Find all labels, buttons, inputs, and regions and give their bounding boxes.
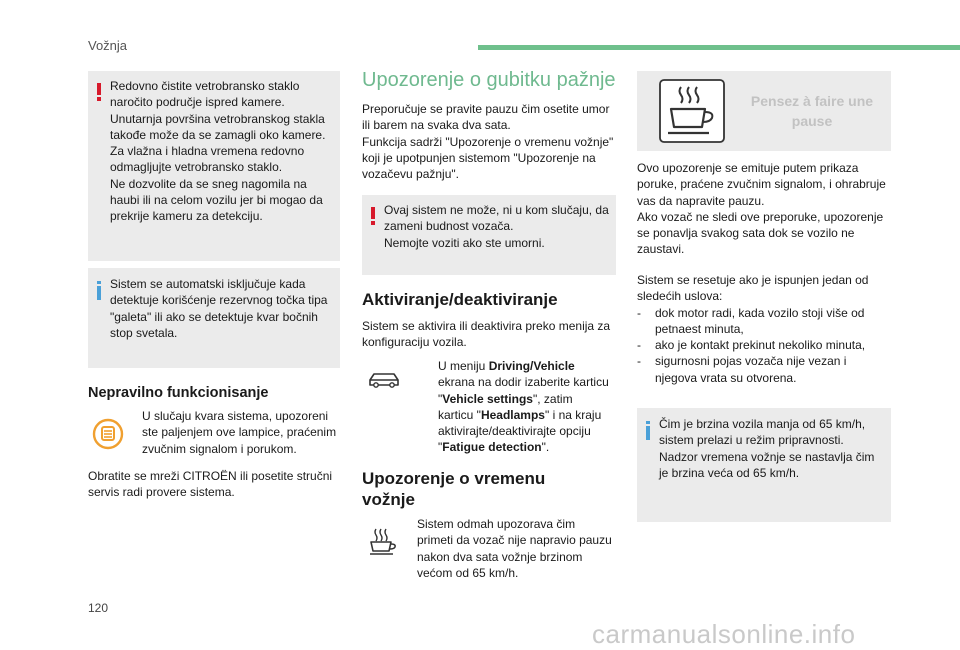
coffee-cup-icon	[659, 79, 725, 148]
display-message-text: Pensez à faire une pause	[750, 93, 874, 129]
service-text: Obratite se mreži CITROËN ili posetite stručni servis radi provere sistema.	[88, 469, 333, 500]
warning-exclamation-icon	[97, 83, 101, 101]
malfunction-text: U slučaju kvara sistema, upozoreni ste paljenjem ove lampice, praćenim zvučnim signalom i porukom.	[142, 409, 337, 456]
driving-time-heading: Upozorenje o vremenu vožnje	[362, 469, 546, 509]
section-title: Upozorenje o gubitku pažnje	[362, 69, 616, 91]
lane-warning-icon	[90, 418, 126, 455]
section-label: Vožnja	[88, 38, 128, 53]
info-box-spare-wheel	[88, 268, 340, 368]
warning-text: Redovno čistite vetrobransko staklo naročito područje ispred kamere. Unutarnja površina vetrobranskog stakla takođe može da se zamagli oko kamere. Za vlažna i hladna vremena redovno odmagljujte vetrobransko staklo. Ne dozvolite da se sneg nagomila na haubi ili na celom vozilu jer bi mogao da prekrije kameru za detekciju.	[110, 79, 326, 224]
malfunction-heading: Nepravilno funkcionisanje	[88, 385, 269, 401]
display-message-panel	[637, 71, 891, 151]
activation-heading: Aktiviranje/deaktiviranje	[362, 290, 558, 309]
page-number: 120	[88, 601, 109, 615]
alert-text: Ovo upozorenje se emituje putem prikaza poruke, praćene zvučnim signalom, i ohrabruje vas da napravite pauzu. Ako vozač ne sledi ove preporuke, upozorenje se ponavlja svakog sata dok se vozilo ne zaustavi.	[637, 161, 886, 257]
intro-text: Preporučuje se pravite pauzu čim osetite umor ili barem na svaka dva sata. Funkcija sadrži "Upozorenje o vremenu vožnje" koji je upotpunjen sistemom "Upozorenje na vozačevu pažnju".	[362, 102, 614, 182]
info-text: Sistem se automatski isključuje kada detektuje korišćenje rezervnog točka tipa "galeta" ili ako se detektuje kvar bočnih stop svetala.	[110, 277, 328, 340]
menu-instructions: U meniju Driving/Vehicle ekrana na dodir izaberite karticu "Vehicle settings", zatim karticu "Headlamps" i na kraju aktivirajte/deaktivirajte opciju "Fatigue detection".	[438, 359, 609, 455]
section-color-bar	[478, 45, 960, 50]
activation-text: Sistem se aktivira ili deaktivira preko menija za konfiguraciju vozila.	[362, 319, 611, 350]
info-icon	[97, 281, 101, 300]
watermark: carmanualsonline.info	[592, 619, 856, 649]
coffee-cup-icon	[368, 527, 398, 562]
info-box-standby	[637, 408, 891, 522]
warning-text: Ovaj sistem ne može, ni u kom slučaju, da zameni budnost vozača. Nemojte voziti ako ste umorni.	[384, 203, 609, 250]
info-icon	[646, 421, 650, 440]
car-settings-icon	[367, 370, 401, 395]
warning-box-windscreen	[88, 71, 340, 261]
info-text: Čim je brzina vozila manja od 65 km/h, sistem prelazi u režim pripravnosti. Nadzor vremena vožnje se nastavlja čim je brzina veća od 65 km/h.	[659, 417, 875, 480]
driving-time-text: Sistem odmah upozorava čim primeti da vozač nije napravio pauzu nakon dva sata vožnje brzinom većom od 65 km/h.	[417, 517, 612, 580]
warning-exclamation-icon	[371, 207, 375, 225]
reset-text: Sistem se resetuje ako je ispunjen jedan od sledećih uslova: - dok motor radi, kada vozilo stoji više od petnaest minuta, - ako je kontakt prekinut nekoliko minuta, - sigurnosni pojas vozača nije vezan i njegova vrata su otvorena.	[637, 273, 869, 385]
warning-box-vigilance	[362, 195, 616, 275]
